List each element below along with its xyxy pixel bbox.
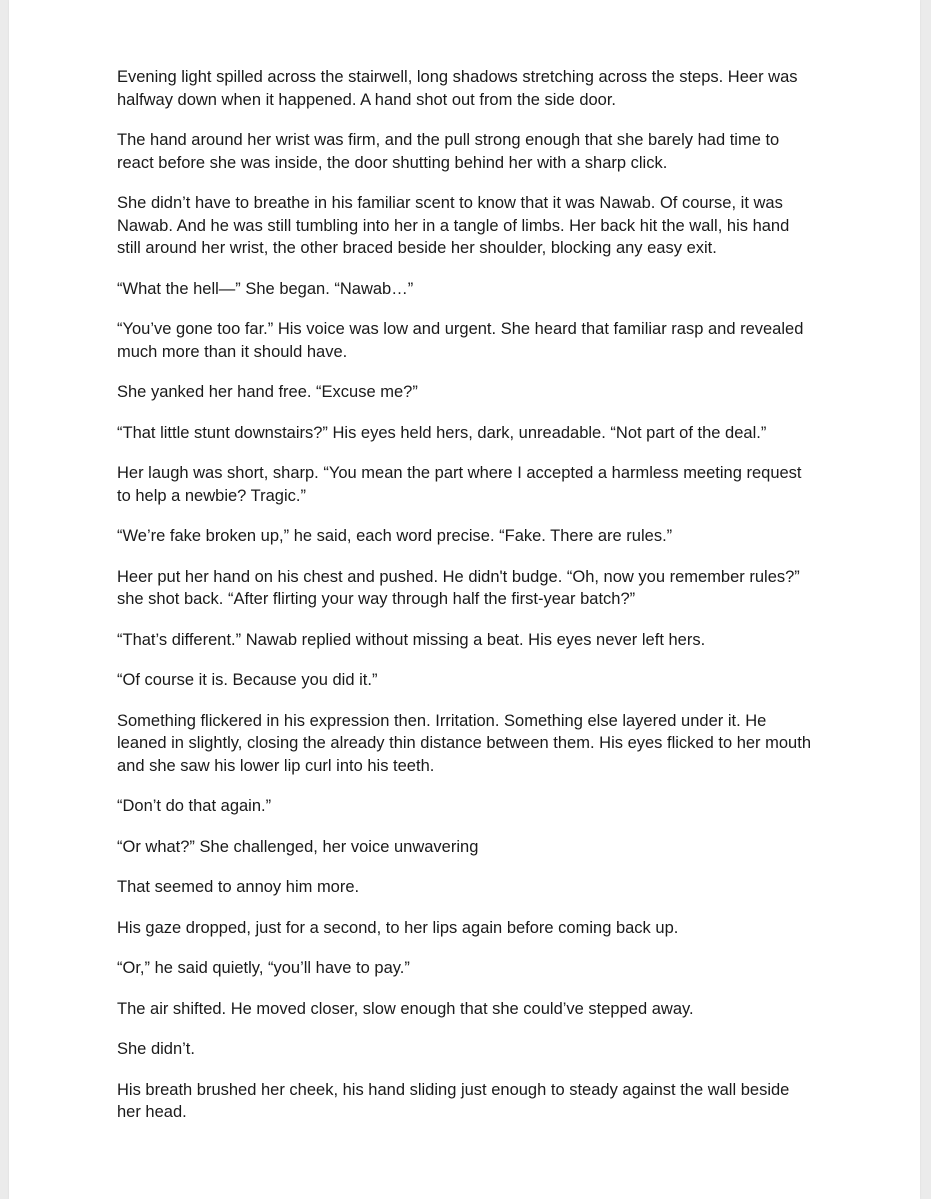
paragraph: “We’re fake broken up,” he said, each word precise. “Fake. There are rules.” <box>117 527 673 545</box>
document-body <box>117 66 817 1142</box>
paragraph: Evening light spilled across the stairwell, long shadows stretching across the steps. Heer was halfway down when it happened. A hand shot out from the side door. <box>117 68 798 109</box>
paragraph: “You’ve gone too far.” His voice was low and urgent. She heard that familiar rasp and revealed much more than it should have. <box>117 320 804 361</box>
paragraph: Her laugh was short, sharp. “You mean the part where I accepted a harmless meeting request to help a newbie? Tragic.” <box>117 464 802 505</box>
paragraph: Heer put her hand on his chest and pushed. He didn't budge. “Oh, now you remember rules?” she shot back. “After flirting your way through half the first-year batch?” <box>117 567 800 608</box>
paragraph: She yanked her hand free. “Excuse me?” <box>117 383 418 401</box>
paragraph: His gaze dropped, just for a second, to her lips again before coming back up. <box>117 918 679 937</box>
paragraph: The hand around her wrist was firm, and the pull strong enough that she barely had time to react before she was inside, the door shutting behind her with a sharp click. <box>117 131 780 172</box>
paragraph: “Of course it is. Because you did it.” <box>117 671 378 689</box>
paragraph: “Or what?” She challenged, her voice unwavering <box>117 837 479 856</box>
paragraph: She didn’t have to breathe in his familiar scent to know that it was Nawab. Of course, it was Nawab. And he was still tumbling into her in a tangle of limbs. Her back hit the wall, his hand still around her wrist, the other braced beside her shoulder, blocking any easy exit. <box>117 194 790 257</box>
paragraph: “Don’t do that again.” <box>117 797 272 815</box>
paragraph: “That little stunt downstairs?” His eyes held hers, dark, unreadable. “Not part of the deal.” <box>117 423 767 442</box>
paragraph: “Or,” he said quietly, “you’ll have to pay.” <box>117 959 410 977</box>
paragraph: “What the hell—” She began. “Nawab…” <box>117 279 414 298</box>
paragraph: The air shifted. He moved closer, slow enough that she could’ve stepped away. <box>117 999 694 1018</box>
paragraph: “That’s different.” Nawab replied without missing a beat. His eyes never left hers. <box>117 630 706 649</box>
paragraph: His breath brushed her cheek, his hand sliding just enough to steady against the wall beside her head. <box>117 1080 790 1121</box>
paragraph: Something flickered in his expression then. Irritation. Something else layered under it. He leaned in slightly, closing the already thin distance between them. His eyes flicked to her mouth and she saw his lower lip curl into his teeth. <box>117 711 811 775</box>
paragraph: She didn’t. <box>117 1040 195 1058</box>
paragraph: That seemed to annoy him more. <box>117 878 360 896</box>
document-page <box>9 0 920 1199</box>
